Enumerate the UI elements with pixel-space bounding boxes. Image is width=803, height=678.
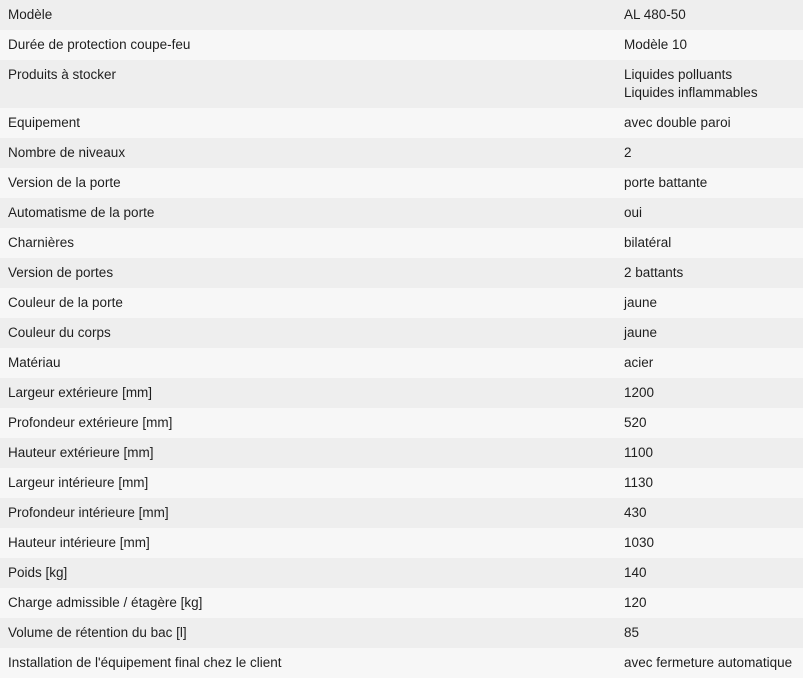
spec-value-line: jaune — [624, 295, 658, 310]
table-row — [0, 528, 803, 558]
spec-label: Charnières — [8, 235, 75, 250]
spec-value — [616, 60, 803, 108]
table-row — [0, 348, 803, 378]
table-row — [0, 558, 803, 588]
spec-value-line: 2 — [624, 145, 632, 160]
spec-label: Version de portes — [8, 265, 114, 280]
spec-label: Hauteur intérieure [mm] — [8, 535, 150, 550]
spec-value-line: 2 battants — [624, 265, 684, 280]
spec-value-line: oui — [624, 205, 643, 220]
spec-value-line: bilatéral — [624, 235, 672, 250]
spec-label: Produits à stocker — [8, 67, 117, 82]
spec-value-line: 85 — [624, 625, 640, 640]
spec-label: Largeur intérieure [mm] — [8, 475, 149, 490]
table-row — [0, 258, 803, 288]
spec-label: Automatisme de la porte — [8, 205, 155, 220]
table-row — [0, 588, 803, 618]
spec-value — [616, 108, 803, 138]
spec-label: Profondeur extérieure [mm] — [8, 415, 173, 430]
spec-label: Volume de rétention du bac [l] — [8, 625, 187, 640]
table-row — [0, 168, 803, 198]
spec-value-line: avec fermeture automatique — [624, 655, 793, 670]
table-row — [0, 288, 803, 318]
spec-label: Profondeur intérieure [mm] — [8, 505, 169, 520]
spec-value — [616, 528, 803, 558]
spec-value — [616, 228, 803, 258]
spec-value — [616, 198, 803, 228]
table-row — [0, 498, 803, 528]
spec-label: Nombre de niveaux — [8, 145, 126, 160]
spec-value-line: porte battante — [624, 175, 708, 190]
spec-value-line: jaune — [624, 325, 658, 340]
spec-value-line: acier — [624, 355, 654, 370]
table-row — [0, 60, 803, 108]
table-row — [0, 618, 803, 648]
table-row — [0, 198, 803, 228]
spec-value — [616, 408, 803, 438]
spec-label: Equipement — [8, 115, 81, 130]
spec-value — [616, 588, 803, 618]
spec-value — [616, 468, 803, 498]
spec-value — [616, 258, 803, 288]
spec-value — [616, 318, 803, 348]
spec-value-line: 430 — [624, 505, 647, 520]
table-row — [0, 30, 803, 60]
spec-value-line: Liquides polluants — [624, 67, 733, 82]
spec-value — [616, 138, 803, 168]
table-row — [0, 648, 803, 678]
spec-value-line: Modèle 10 — [624, 37, 688, 52]
table-row — [0, 438, 803, 468]
spec-value-line: 140 — [624, 565, 647, 580]
table-row — [0, 0, 803, 30]
spec-value — [616, 558, 803, 588]
table-row — [0, 108, 803, 138]
spec-label: Poids [kg] — [8, 565, 68, 580]
spec-value — [616, 648, 803, 678]
spec-value — [616, 348, 803, 378]
spec-value — [616, 618, 803, 648]
spec-value — [616, 378, 803, 408]
spec-label: Modèle — [8, 7, 53, 22]
spec-value-line: 1130 — [624, 475, 654, 490]
spec-label: Durée de protection coupe-feu — [8, 37, 191, 52]
table-row — [0, 408, 803, 438]
spec-value-line: 1030 — [624, 535, 655, 550]
spec-label: Largeur extérieure [mm] — [8, 385, 153, 400]
spec-value — [616, 498, 803, 528]
table-row — [0, 138, 803, 168]
spec-value-line: 1100 — [624, 445, 654, 460]
spec-value-line: 120 — [624, 595, 647, 610]
spec-label: Hauteur extérieure [mm] — [8, 445, 154, 460]
spec-value — [616, 438, 803, 468]
spec-label: Charge admissible / étagère [kg] — [8, 595, 203, 610]
spec-value-line: Liquides inflammables — [624, 85, 758, 100]
spec-value — [616, 30, 803, 60]
table-row — [0, 318, 803, 348]
spec-value-line: 520 — [624, 415, 647, 430]
table-row — [0, 468, 803, 498]
spec-value — [616, 168, 803, 198]
spec-value-line: AL 480-50 — [624, 7, 686, 22]
spec-value-line: avec double paroi — [624, 115, 731, 130]
spec-label: Installation de l'équipement final chez le client — [8, 655, 282, 670]
spec-value — [616, 0, 803, 30]
table-row — [0, 378, 803, 408]
spec-label: Version de la porte — [8, 175, 121, 190]
spec-label: Couleur de la porte — [8, 295, 123, 310]
spec-label: Matériau — [8, 355, 61, 370]
spec-value — [616, 288, 803, 318]
spec-value-line: 1200 — [624, 385, 655, 400]
table-row — [0, 228, 803, 258]
spec-label: Couleur du corps — [8, 325, 111, 340]
